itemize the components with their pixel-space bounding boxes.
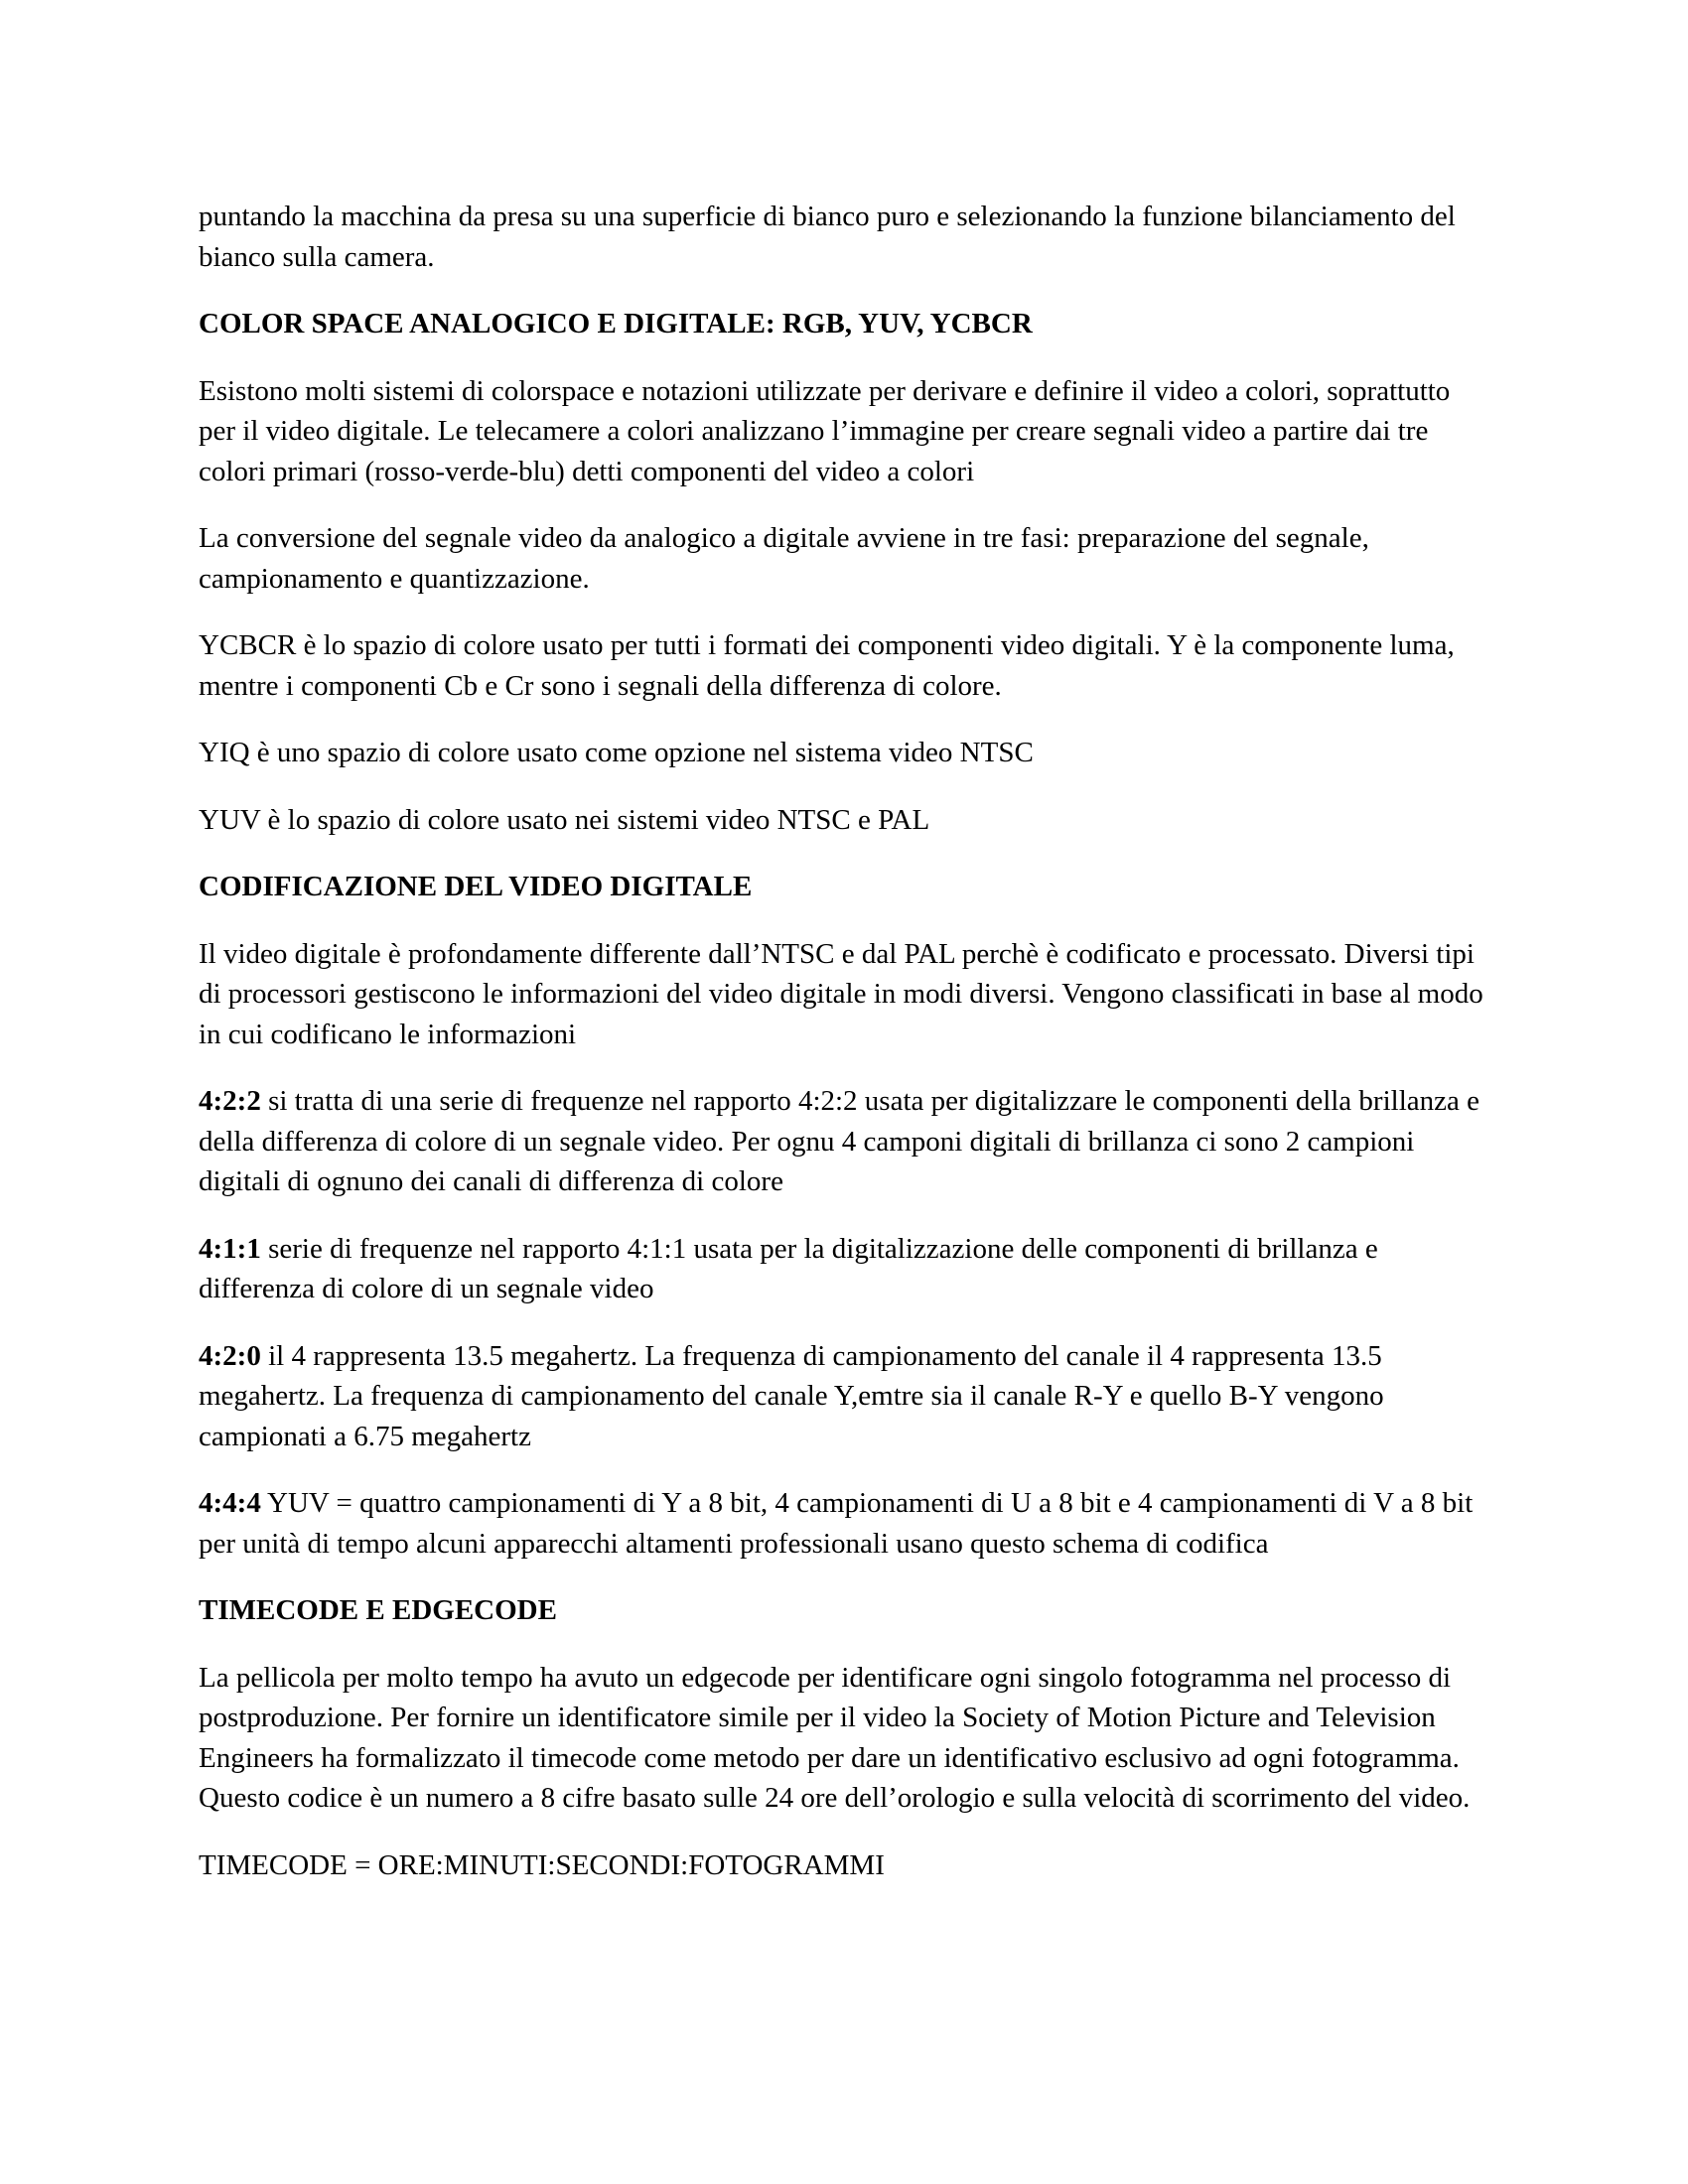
paragraph-ycbcr: YCBCR è lo spazio di colore usato per tutti i formati dei componenti video digitali. Y è la componente luma, mentre i componenti Cb e Cr sono i segnali della differenza di colore.: [199, 629, 1455, 702]
heading-digital-video-coding: CODIFICAZIONE DEL VIDEO DIGITALE: [199, 871, 753, 902]
paragraph-422: 4:2:2 si tratta di una serie di frequenze nel rapporto 4:2:2 usata per digitalizzare le componenti della brillanza e della differenza di colore di un segnale video. Per ognu 4 camponi digitali di brillanza ci sono 2 campioni digitali di ognuno dei canali di differenza di colore: [199, 1085, 1479, 1197]
ratio-label-422: 4:2:2: [199, 1085, 261, 1117]
heading-timecode-edgecode: TIMECODE E EDGECODE: [199, 1594, 557, 1626]
paragraph-444: 4:4:4 YUV = quattro campionamenti di Y a 8 bit, 4 campionamenti di U a 8 bit e 4 campionamenti di V a 8 bit per unità di tempo alcuni apparecchi altamenti professionali usano questo schema di codifica: [199, 1487, 1474, 1560]
paragraph-420: 4:2:0 il 4 rappresenta 13.5 megahertz. La frequenza di campionamento del canale il 4 rappresenta 13.5 megahertz. La frequenza di campionamento del canale Y,emtre sia il canale R-Y e quello B-Y vengono campionati a 6.75 megahertz: [199, 1339, 1384, 1452]
paragraph-digital-video: Il video digitale è profondamente differente dall’NTSC e dal PAL perchè è codificato e processato. Diversi tipi di processori gestiscono le informazioni del video digitale in modi diversi. Vengono classificati in base al modo in cui codificano le informazioni: [199, 937, 1483, 1050]
paragraph-colorspace: Esistono molti sistemi di colorspace e notazioni utilizzate per derivare e definire il video a colori, soprattutto per il video digitale. Le telecamere a colori analizzano l’immagine per creare segnali video a partire dai tre colori primari (rosso-verde-blu) detti componenti del video a colori: [199, 374, 1451, 487]
ratio-label-411: 4:1:1: [199, 1232, 261, 1265]
paragraph-timecode: La pellicola per molto tempo ha avuto un edgecode per identificare ogni singolo fotogramma nel processo di postproduzione. Per fornire un identificatore simile per il video la Society of Motion Picture and Television Engineers ha formalizzato il timecode come metodo per dare un identificativo esclusivo ad ogni fotogramma. Questo codice è un numero a 8 cifre basato sulle 24 ore dell’orologio e sulla velocità di scorrimento del video.: [199, 1661, 1471, 1814]
ratio-label-444: 4:4:4: [199, 1487, 261, 1519]
paragraph-yiq: YIQ è uno spazio di colore usato come opzione nel sistema video NTSC: [199, 737, 1034, 768]
document-page: [199, 197, 1489, 1912]
paragraph-timecode-formula: TIMECODE = ORE:MINUTI:SECONDI:FOTOGRAMMI: [199, 1848, 885, 1881]
ratio-label-420: 4:2:0: [199, 1339, 261, 1372]
heading-color-space: COLOR SPACE ANALOGICO E DIGITALE: RGB, YUV, YCBCR: [199, 308, 1033, 340]
paragraph-yuv: YUV è lo spazio di colore usato nei sistemi video NTSC e PAL: [199, 803, 930, 836]
paragraph-intro: puntando la macchina da presa su una superficie di bianco puro e selezionando la funzione bilanciamento del bianco sulla camera.: [199, 201, 1456, 273]
paragraph-conversion: La conversione del segnale video da analogico a digitale avviene in tre fasi: preparazione del segnale, campionamento e quantizzazione.: [199, 522, 1369, 595]
paragraph-411: 4:1:1 serie di frequenze nel rapporto 4:1:1 usata per la digitalizzazione delle componenti di brillanza e differenza di colore di un segnale video: [199, 1232, 1378, 1304]
